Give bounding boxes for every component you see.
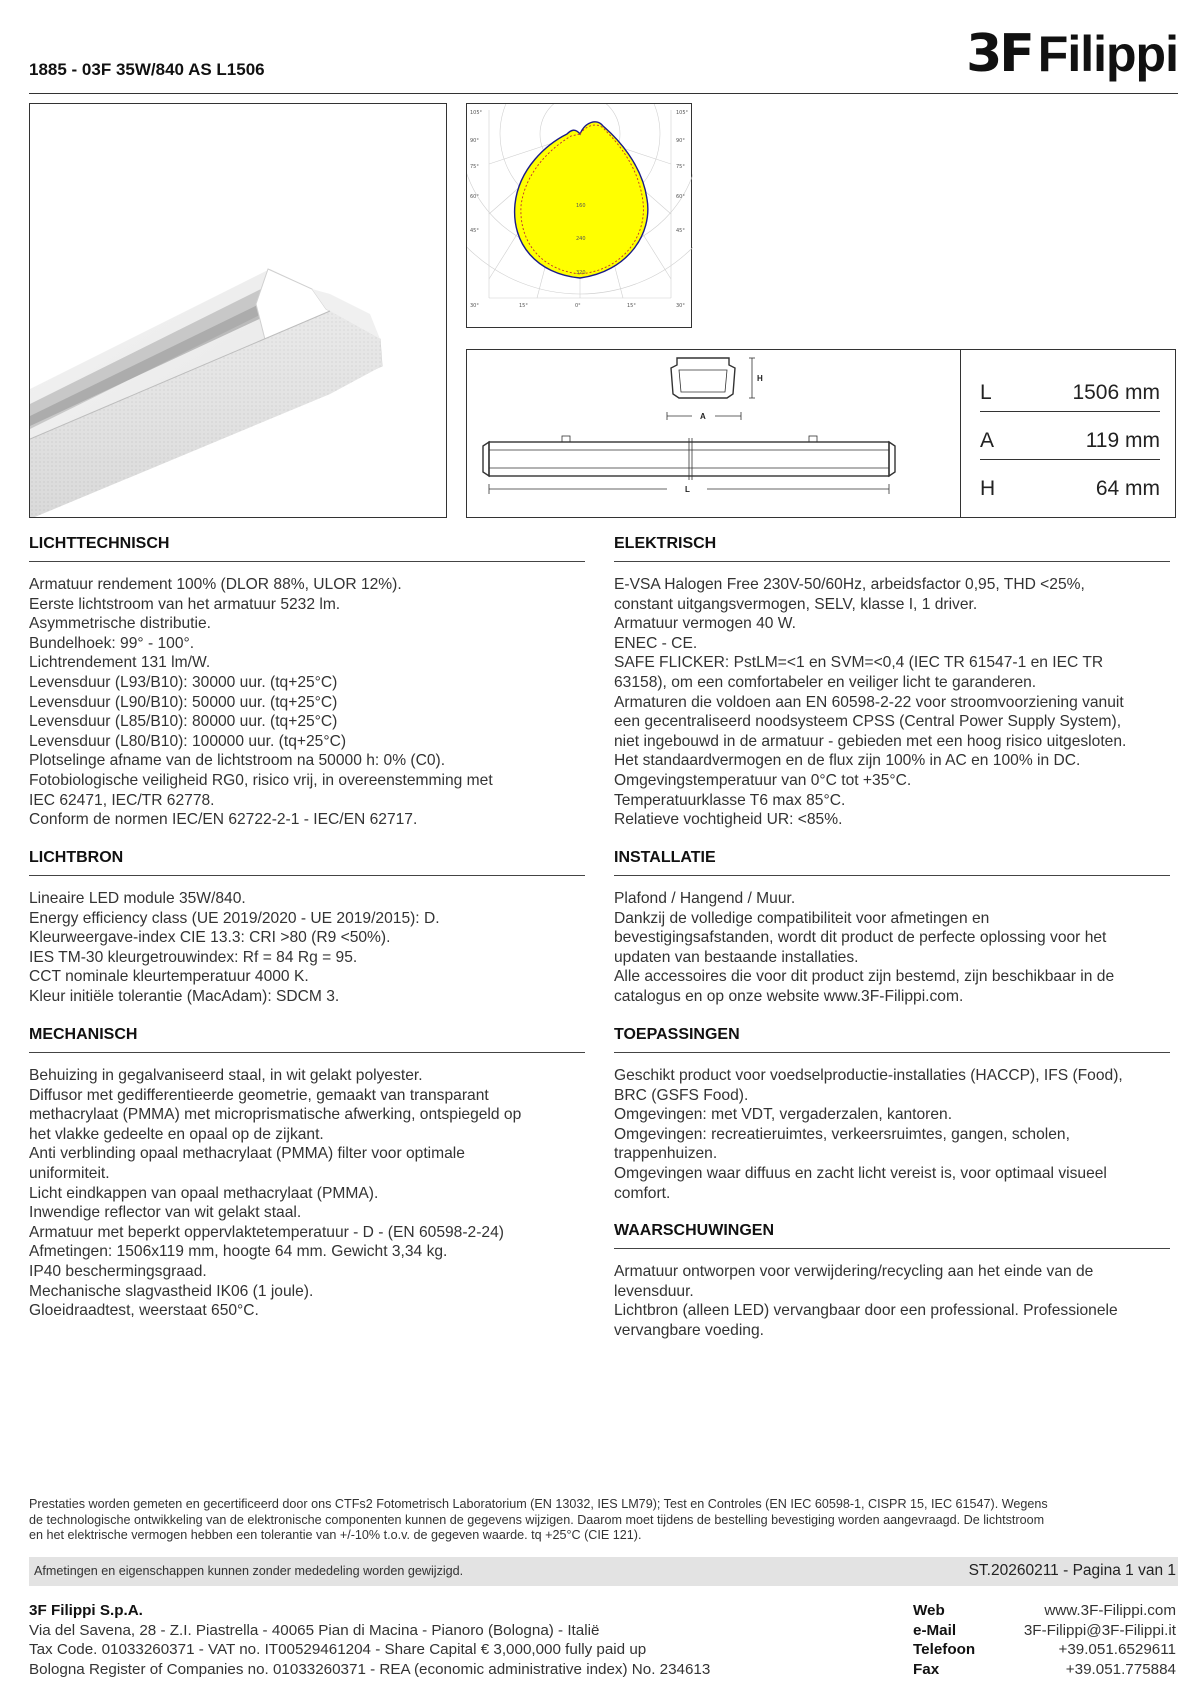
text-line: IEC 62471, IEC/TR 62778.	[29, 791, 215, 809]
dimension-value: 1506 mm	[1072, 381, 1160, 404]
text-line: Anti verblinding opaal methacrylaat (PMMA) filter voor optimale	[29, 1145, 465, 1163]
contact-label-email: e-Mail	[913, 1621, 957, 1639]
section-title: WAARSCHUWINGEN	[614, 1222, 1170, 1249]
product-photo	[29, 103, 447, 518]
section-title: MECHANISCH	[29, 1026, 585, 1053]
contact-label-web: Web	[913, 1602, 945, 1619]
dimension-key: L	[980, 381, 992, 404]
section-title: LICHTTECHNISCH	[29, 535, 585, 562]
polar-diagram-svg	[467, 104, 693, 329]
email-link[interactable]: 3F-Filippi@3F-Filippi.it	[1023, 1621, 1176, 1639]
text-line: Dankzij de volledige compatibiliteit voor afmetingen en	[614, 909, 990, 927]
angle-label-left-105: 105°	[470, 110, 483, 116]
text-line: Omgevingen: met VDT, vergaderzalen, kantoren.	[614, 1106, 953, 1124]
text-line: Mechanische slagvastheid IK06 (1 joule).	[29, 1282, 314, 1300]
website-link[interactable]: www.3F-Filippi.com	[1044, 1602, 1176, 1619]
text-line: Conform de normen IEC/EN 62722-2-1 - IEC/EN 62717.	[29, 811, 418, 829]
text-line: Alle accessoires die voor dit product zijn bestemd, zijn beschikbaar in de	[614, 968, 1115, 986]
radial-label-320: 320	[576, 270, 586, 276]
text-line: uniformiteit.	[29, 1164, 110, 1182]
company-info	[29, 1601, 710, 1680]
text-line: Gloeidraadtest, weerstaat 650°C.	[29, 1302, 259, 1320]
section-waarschuwingen	[614, 1222, 1170, 1340]
text-line: Lichtbron (alleen LED) vervangbaar door een professional. Professionele	[614, 1302, 1118, 1320]
dimension-row-width	[980, 419, 1160, 460]
angle-label-right-60: 60°	[676, 194, 685, 200]
text-line: Fotobiologische veiligheid RG0, risico vrij, in overeenstemming met	[29, 771, 493, 789]
text-line: Omgevingen waar diffuus en zacht licht vereist is, voor optimaal visueel	[614, 1164, 1107, 1182]
section-title: INSTALLATIE	[614, 849, 1170, 876]
text-line: comfort.	[614, 1184, 671, 1202]
section-body	[29, 575, 585, 830]
angle-label-right-105: 105°	[676, 110, 689, 116]
text-line: Inwendige reflector van wit gelakt staal.	[29, 1204, 302, 1222]
text-line: catalogus en op onze website www.3F-Filippi.com.	[614, 987, 964, 1005]
text-line: ENEC - CE.	[614, 634, 698, 652]
section-lichtbron	[29, 849, 585, 1007]
text-line: Omgevingstemperatuur van 0°C tot +35°C.	[614, 771, 912, 789]
contact-labels	[913, 1601, 975, 1680]
contact-label-phone: Telefoon	[913, 1641, 976, 1659]
text-line: Levensduur (L93/B10): 30000 uur. (tq+25°C)	[29, 673, 338, 691]
section-installatie	[614, 849, 1170, 1007]
dimension-table-separator	[960, 349, 961, 518]
bottom-label-15-left: 15°	[519, 303, 528, 309]
section-body	[614, 889, 1170, 1007]
text-line: IES TM-30 kleurgetrouwindex: Rf = 84 Rg = 95.	[29, 948, 358, 966]
text-line: Omgevingen: recreatieruimtes, verkeersruimtes, gangen, scholen,	[614, 1125, 1070, 1143]
fax-number: +39.051.775884	[1065, 1661, 1176, 1679]
text-line: Lineaire LED module 35W/840.	[29, 890, 246, 907]
text-line: 63158), om een comfortabeler en veiliger licht te garanderen.	[614, 673, 1037, 691]
bottom-label-15-right: 15°	[627, 303, 636, 309]
section-body	[614, 575, 1170, 830]
text-line: Kleurweergave-index CIE 13.3: CRI >80 (R9 <50%).	[29, 929, 391, 947]
text-line: Diffusor met gedifferentieerde geometrie, gemaakt van transparant	[29, 1086, 489, 1104]
dimension-row-length	[980, 371, 1160, 412]
angle-label-right-75: 75°	[676, 164, 685, 170]
text-line: updaten van bestaande installaties.	[614, 948, 859, 966]
angle-label-left-60: 60°	[470, 194, 479, 200]
text-line: Armatuur met beperkt oppervlaktetemperatuur - D - (EN 60598-2-24)	[29, 1223, 504, 1241]
text-line: Lichtrendement 131 lm/W.	[29, 654, 211, 672]
text-line: Plafond / Hangend / Muur.	[614, 890, 796, 907]
brand-logo	[966, 24, 1178, 84]
section-mechanisch	[29, 1026, 585, 1321]
text-line: Bundelhoek: 99° - 100°.	[29, 634, 195, 652]
distribution-curve	[515, 122, 648, 278]
radial-label-240: 240	[576, 236, 586, 242]
text-line: Armaturen die voldoen aan EN 60598-2-22 voor stroomvoorziening vanuit	[614, 693, 1124, 711]
company-tax: Tax Code. 01033260371 - VAT no. IT00529461204 - Share Capital € 3,000,000 fully paid up	[29, 1641, 647, 1659]
text-line: trappenhuizen.	[614, 1145, 718, 1163]
luminaire-image	[30, 104, 447, 518]
phone-number: +39.051.6529611	[1058, 1641, 1176, 1659]
text-line: Energy efficiency class (UE 2019/2020 - UE 2019/2015): D.	[29, 909, 440, 927]
section-elektrisch	[614, 535, 1170, 830]
drawing-label-a: A	[700, 412, 706, 421]
angle-label-right-90: 90°	[676, 138, 685, 144]
footer-disclaimer: Afmetingen en eigenschappen kunnen zonder mededeling worden gewijzigd.	[34, 1564, 464, 1578]
drawing-label-h: H	[757, 374, 763, 383]
section-title: LICHTBRON	[29, 849, 585, 876]
text-line: het vlakke gedeelte en opaal op de zijkant.	[29, 1125, 324, 1143]
text-line: de technologische ontwikkeling van de elektronische componenten kunnen de gegevens wijzigen. Daarom moet tijdens de bestelling bevestiging worden aangevraagd. De lichtstroom	[29, 1512, 1045, 1527]
logo-mark: 3F	[966, 24, 1032, 84]
bottom-label-0: 0°	[575, 303, 581, 309]
section-body	[29, 889, 585, 1007]
text-line: Armatuur ontworpen voor verwijdering/recycling aan het einde van de	[614, 1263, 1094, 1280]
text-line: Afmetingen: 1506x119 mm, hoogte 64 mm. Gewicht 3,34 kg.	[29, 1243, 448, 1261]
angle-label-left-75: 75°	[470, 164, 479, 170]
header-divider	[29, 93, 1178, 94]
dimension-key: H	[980, 477, 996, 500]
section-title: ELEKTRISCH	[614, 535, 1170, 562]
section-title: TOEPASSINGEN	[614, 1026, 1170, 1053]
text-line: CCT nominale kleurtemperatuur 4000 K.	[29, 968, 309, 986]
dimension-row-height	[980, 467, 1160, 507]
company-register: Bologna Register of Companies no. 01033260371 - REA (economic administrative index) No. 234613	[29, 1661, 711, 1679]
text-line: Prestaties worden gemeten en gecertificeerd door ons CTFs2 Fotometrisch Laboratorium (EN 13032, IES LM79); Test en Controles (EN IEC 60598-1, CISPR 15, IEC 61547). Wegens	[29, 1497, 1048, 1511]
text-line: Kleur initiële tolerantie (MacAdam): SDCM 3.	[29, 987, 340, 1005]
company-address: Via del Savena, 28 - Z.I. Piastrella - 40065 Pian di Macina - Pianoro (Bologna) - Italië	[29, 1621, 600, 1639]
text-line: en het elektrische vermogen hebben een tolerantie van +/-10% t.o.v. de gegeven waarde. tq +25°C (CIE 121).	[29, 1528, 642, 1542]
dimension-key: A	[980, 429, 995, 452]
polar-light-distribution-diagram	[466, 103, 692, 328]
bottom-label-30-left: 30°	[470, 303, 479, 309]
logo-wordmark: Filippi	[1037, 26, 1178, 82]
product-code: 1885 - 03F 35W/840 AS L1506	[29, 60, 265, 79]
contact-label-fax: Fax	[913, 1661, 940, 1679]
page-reference: ST.20260211 - Pagina 1 van 1	[968, 1562, 1176, 1579]
text-line: Plotselinge afname van de lichtstroom na 50000 h: 0% (C0).	[29, 752, 446, 770]
text-line: niet ingebouwd in de armatuur - gebieden met een hoog risico uitgesloten.	[614, 732, 1127, 750]
section-body	[614, 1262, 1170, 1340]
radial-label-160: 160	[576, 203, 586, 209]
text-line: Licht eindkappen van opaal methacrylaat (PMMA).	[29, 1184, 379, 1202]
text-line: Armatuur rendement 100% (DLOR 88%, ULOR 12%).	[29, 576, 402, 593]
text-line: Armatuur vermogen 40 W.	[614, 615, 797, 633]
text-line: Levensduur (L80/B10): 100000 uur. (tq+25°C)	[29, 732, 347, 750]
text-line: Asymmetrische distributie.	[29, 615, 211, 633]
text-line: Temperatuurklasse T6 max 85°C.	[614, 791, 846, 809]
text-line: vervangbare voeding.	[614, 1321, 764, 1339]
section-body	[29, 1066, 585, 1321]
text-line: Behuizing in gegalvaniseerd staal, in wit gelakt polyester.	[29, 1067, 423, 1084]
dimension-value: 119 mm	[1085, 429, 1160, 452]
text-line: Relatieve vochtigheid UR: <85%.	[614, 811, 843, 829]
text-line: Eerste lichtstroom van het armatuur 5232 lm.	[29, 595, 341, 613]
angle-label-left-45: 45°	[470, 228, 479, 234]
dimension-value: 64 mm	[1095, 477, 1160, 500]
text-line: een gecentraliseerd noodsysteem CPSS (Central Power Supply System),	[614, 713, 1122, 731]
angle-label-right-45: 45°	[676, 228, 685, 234]
section-body	[614, 1066, 1170, 1203]
measurement-footnote	[29, 1497, 1179, 1544]
text-line: Levensduur (L85/B10): 80000 uur. (tq+25°C)	[29, 713, 338, 731]
text-line: Het standaardvermogen en de flux zijn 100% in AC en 100% in DC.	[614, 752, 1081, 770]
text-line: IP40 beschermingsgraad.	[29, 1262, 207, 1280]
text-line: levensduur.	[614, 1282, 694, 1300]
contact-values	[1024, 1601, 1176, 1680]
drawing-label-l: L	[685, 485, 690, 494]
text-line: Geschikt product voor voedselproductie-installaties (HACCP), IFS (Food),	[614, 1067, 1123, 1084]
bottom-label-30-right: 30°	[676, 303, 685, 309]
section-lichttechnisch	[29, 535, 585, 830]
text-line: SAFE FLICKER: PstLM=<1 en SVM=<0,4 (IEC TR 61547-1 en IEC TR	[614, 654, 1104, 672]
technical-drawing	[467, 350, 961, 519]
text-line: E-VSA Halogen Free 230V-50/60Hz, arbeidsfactor 0,95, THD <25%,	[614, 576, 1085, 593]
text-line: Levensduur (L90/B10): 50000 uur. (tq+25°C)	[29, 693, 338, 711]
text-line: BRC (GSFS Food).	[614, 1086, 749, 1104]
company-name: 3F Filippi S.p.A.	[29, 1602, 143, 1619]
angle-label-left-90: 90°	[470, 138, 479, 144]
section-toepassingen	[614, 1026, 1170, 1203]
text-line: constant uitgangsvermogen, SELV, klasse I, 1 driver.	[614, 595, 978, 613]
text-line: methacrylaat (PMMA) met microprismatische afwerking, ontspiegeld op	[29, 1106, 522, 1124]
text-line: bevestigingsafstanden, wordt dit product de perfecte oplossing voor het	[614, 929, 1107, 947]
